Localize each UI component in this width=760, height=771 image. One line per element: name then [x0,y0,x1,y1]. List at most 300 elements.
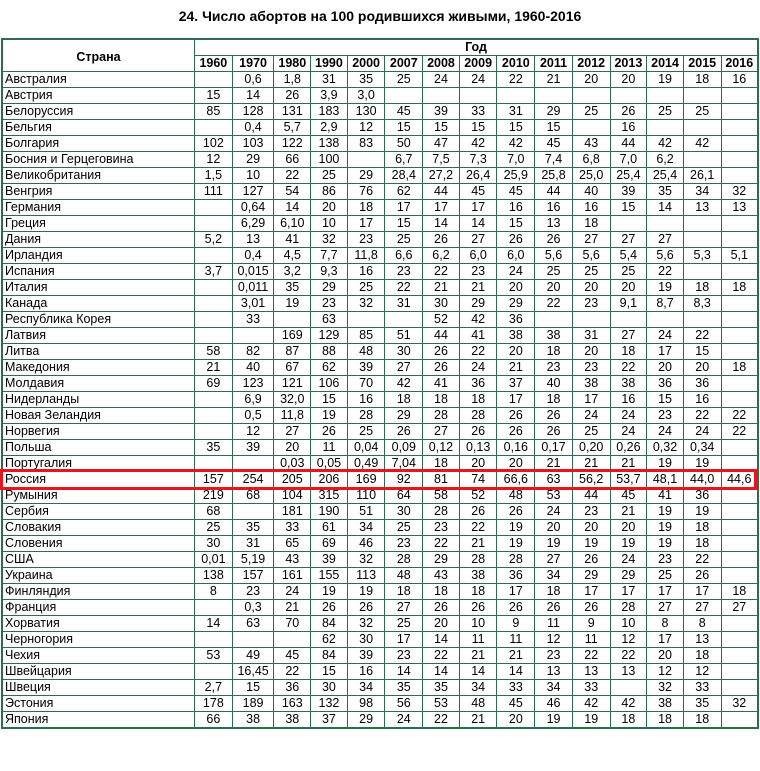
value-cell: 32 [721,696,758,712]
value-cell: 66 [195,712,233,729]
value-cell: 18 [683,712,721,729]
value-cell: 7,3 [459,152,497,168]
value-cell: 19 [647,504,684,520]
value-cell: 8 [683,616,721,632]
value-cell: 104 [274,488,311,504]
value-cell: 26 [497,600,535,616]
value-cell: 20 [572,344,610,360]
value-cell: 16 [535,200,573,216]
value-cell: 27 [721,600,758,616]
value-cell: 17 [572,392,610,408]
value-cell [721,504,758,520]
value-cell: 24 [647,424,684,440]
value-cell: 26 [385,424,423,440]
value-cell: 85 [195,104,233,120]
value-cell: 6,7 [385,152,423,168]
value-cell: 0,4 [232,248,274,264]
value-cell: 38 [610,376,647,392]
value-cell: 6,6 [385,248,423,264]
value-cell: 22 [423,648,460,664]
value-cell [535,312,573,328]
value-cell: 28 [423,504,460,520]
value-cell: 0,4 [232,120,274,136]
value-cell: 25 [385,520,423,536]
country-cell: Ирландия [2,248,195,264]
value-cell [347,152,385,168]
value-cell: 111 [195,184,233,200]
value-cell [721,232,758,248]
value-cell: 11 [497,632,535,648]
country-cell: Словения [2,536,195,552]
value-cell: 10 [311,216,348,232]
value-cell: 21 [274,600,311,616]
value-cell [497,88,535,104]
value-cell: 50 [385,136,423,152]
value-cell: 18 [683,536,721,552]
value-cell: 27 [683,600,721,616]
value-cell: 18 [423,392,460,408]
value-cell: 17 [610,584,647,600]
value-cell: 19 [497,520,535,536]
value-cell: 6,8 [572,152,610,168]
value-cell: 18 [683,280,721,296]
value-cell: 17 [647,584,684,600]
value-cell: 6,2 [647,152,684,168]
value-cell: 26 [274,88,311,104]
country-cell: Черногория [2,632,195,648]
value-cell: 36 [459,376,497,392]
value-cell: 35 [647,184,684,200]
value-cell [232,456,274,472]
value-cell: 34 [535,568,573,584]
table-row [2,120,758,136]
value-cell: 45 [497,184,535,200]
value-cell: 7,4 [535,152,573,168]
country-cell: Молдавия [2,376,195,392]
value-cell: 9 [572,616,610,632]
table-row [2,504,758,520]
value-cell: 22 [610,360,647,376]
value-cell: 87 [274,344,311,360]
value-cell [721,136,758,152]
value-cell: 219 [195,488,233,504]
value-cell [347,312,385,328]
value-cell: 157 [232,568,274,584]
value-cell: 22 [683,552,721,568]
country-cell: Венгрия [2,184,195,200]
value-cell: 27 [610,232,647,248]
table-row [2,568,758,584]
value-cell: 48,1 [647,472,684,488]
value-cell [195,120,233,136]
value-cell: 40 [535,376,573,392]
value-cell: 18 [423,456,460,472]
value-cell: 33 [683,680,721,696]
value-cell: 26 [459,424,497,440]
value-cell: 26 [572,552,610,568]
value-cell: 16 [497,200,535,216]
value-cell [647,312,684,328]
value-cell: 14 [647,200,684,216]
table-row [2,584,758,600]
table-row [2,424,758,440]
country-cell: Бельгия [2,120,195,136]
value-cell: 12 [535,632,573,648]
value-cell: 22 [423,536,460,552]
value-cell: 22 [385,280,423,296]
value-cell: 18 [459,392,497,408]
value-cell: 65 [274,536,311,552]
value-cell: 16 [683,392,721,408]
value-cell: 88 [311,344,348,360]
country-cell: Эстония [2,696,195,712]
value-cell: 35 [385,680,423,696]
table-row [2,296,758,312]
value-cell: 27 [385,600,423,616]
value-cell [195,664,233,680]
value-cell: 0,04 [347,440,385,456]
value-cell: 32 [721,184,758,200]
value-cell: 16 [572,200,610,216]
table-row [2,712,758,729]
table-row [2,696,758,712]
value-cell: 15 [535,120,573,136]
value-cell: 26 [683,568,721,584]
country-cell: Болгария [2,136,195,152]
value-cell: 15 [311,664,348,680]
value-cell: 63 [311,312,348,328]
value-cell: 31 [497,104,535,120]
value-cell [610,88,647,104]
value-cell: 58 [195,344,233,360]
country-cell: Нидерланды [2,392,195,408]
country-cell: Чехия [2,648,195,664]
country-cell: Новая Зеландия [2,408,195,424]
table-row [2,184,758,200]
value-cell: 132 [311,696,348,712]
value-cell: 20 [647,648,684,664]
value-cell [721,344,758,360]
value-cell: 24 [385,712,423,729]
value-cell: 67 [274,360,311,376]
value-cell: 16,45 [232,664,274,680]
value-cell: 32 [347,616,385,632]
value-cell: 23 [311,296,348,312]
country-cell: Сербия [2,504,195,520]
value-cell: 30 [347,632,385,648]
value-cell: 26 [423,360,460,376]
value-cell: 12 [347,120,385,136]
value-cell: 12 [647,664,684,680]
value-cell [683,264,721,280]
value-cell: 23 [459,264,497,280]
value-cell [721,664,758,680]
value-cell [721,376,758,392]
value-cell: 39 [610,184,647,200]
value-cell: 29 [497,296,535,312]
value-cell: 32 [311,232,348,248]
value-cell: 58 [423,488,460,504]
value-cell: 169 [274,328,311,344]
value-cell: 18 [647,712,684,729]
value-cell: 42 [385,376,423,392]
value-cell: 38 [274,712,311,729]
value-cell: 76 [347,184,385,200]
value-cell: 15 [610,200,647,216]
value-cell: 11,8 [274,408,311,424]
value-cell: 29 [610,568,647,584]
table-row [2,88,758,104]
value-cell: 18 [347,200,385,216]
value-cell: 13 [232,232,274,248]
table-row [2,168,758,184]
value-cell: 20 [497,456,535,472]
value-cell: 21 [497,360,535,376]
value-cell: 22 [497,72,535,88]
value-cell: 23 [423,520,460,536]
value-cell: 20 [572,280,610,296]
country-cell: Канада [2,296,195,312]
value-cell: 121 [274,376,311,392]
table-row [2,536,758,552]
value-cell: 183 [311,104,348,120]
value-cell: 20 [459,456,497,472]
country-cell: Португалия [2,456,195,472]
country-cell: Латвия [2,328,195,344]
value-cell: 24 [497,264,535,280]
value-cell: 31 [232,536,274,552]
value-cell: 23 [535,648,573,664]
value-cell: 92 [385,472,423,488]
value-cell: 0,26 [610,440,647,456]
table-row [2,264,758,280]
value-cell: 157 [195,472,233,488]
value-cell: 254 [232,472,274,488]
value-cell: 83 [347,136,385,152]
value-cell: 44 [572,488,610,504]
table-row [2,632,758,648]
value-cell [232,632,274,648]
value-cell: 3,2 [274,264,311,280]
table-row [2,392,758,408]
value-cell [683,312,721,328]
value-cell: 0,13 [459,440,497,456]
country-cell: Румыния [2,488,195,504]
table-row [2,136,758,152]
value-cell: 44 [535,184,573,200]
value-cell: 23 [535,360,573,376]
value-cell: 22 [274,664,311,680]
value-cell: 34 [459,680,497,696]
value-cell: 86 [311,184,348,200]
value-cell: 26 [572,600,610,616]
value-cell: 25 [311,168,348,184]
value-cell: 40 [572,184,610,200]
value-cell: 25,4 [647,168,684,184]
value-cell: 27 [423,424,460,440]
value-cell: 49 [232,648,274,664]
year-header-1960: 1960 [195,56,233,72]
country-cell: Германия [2,200,195,216]
value-cell [610,216,647,232]
value-cell: 45 [535,136,573,152]
value-cell: 48 [497,488,535,504]
value-cell: 102 [195,136,233,152]
value-cell [535,88,573,104]
value-cell: 16 [721,72,758,88]
value-cell: 27 [610,328,647,344]
value-cell: 25 [195,520,233,536]
value-cell: 13 [572,664,610,680]
value-cell: 7,0 [610,152,647,168]
year-header-1990: 1990 [311,56,348,72]
value-cell: 0,05 [311,456,348,472]
value-cell: 18 [535,584,573,600]
year-header-2000: 2000 [347,56,385,72]
value-cell: 18 [423,584,460,600]
value-cell: 16 [610,392,647,408]
value-cell [274,632,311,648]
country-cell: Австралия [2,72,195,88]
value-cell: 14 [459,216,497,232]
value-cell: 44 [610,136,647,152]
value-cell: 6,10 [274,216,311,232]
value-cell [721,520,758,536]
value-cell: 26 [610,104,647,120]
value-cell: 18 [459,584,497,600]
value-cell: 27 [274,424,311,440]
value-cell [572,312,610,328]
value-cell: 74 [459,472,497,488]
value-cell: 36 [497,568,535,584]
value-cell: 19 [647,520,684,536]
value-cell: 24 [683,424,721,440]
value-cell [195,600,233,616]
value-cell: 45 [610,488,647,504]
value-cell [721,488,758,504]
value-cell [647,120,684,136]
value-cell [721,440,758,456]
value-cell [721,616,758,632]
value-cell: 35 [195,440,233,456]
value-cell: 29 [423,552,460,568]
value-cell: 0,32 [647,440,684,456]
value-cell: 0,12 [423,440,460,456]
table-row [2,488,758,504]
value-cell: 19 [311,584,348,600]
value-cell: 35 [683,696,721,712]
table-row [2,344,758,360]
value-cell: 25 [647,104,684,120]
value-cell: 5,4 [610,248,647,264]
value-cell [195,456,233,472]
value-cell: 26 [497,504,535,520]
value-cell: 15 [195,88,233,104]
value-cell: 30 [385,504,423,520]
value-cell [721,168,758,184]
value-cell: 25,4 [610,168,647,184]
table-row [2,248,758,264]
value-cell [195,296,233,312]
value-cell: 19 [347,584,385,600]
value-cell: 21 [195,360,233,376]
value-cell [721,648,758,664]
value-cell: 5,6 [647,248,684,264]
value-cell: 36 [647,376,684,392]
value-cell: 31 [572,328,610,344]
value-cell: 24 [274,584,311,600]
value-cell: 42 [459,136,497,152]
value-cell: 19 [572,712,610,729]
value-cell [721,88,758,104]
year-header-1970: 1970 [232,56,274,72]
value-cell: 20 [572,72,610,88]
value-cell: 8,7 [647,296,684,312]
value-cell: 161 [274,568,311,584]
value-cell: 70 [274,616,311,632]
value-cell: 13 [610,664,647,680]
value-cell: 15 [385,120,423,136]
value-cell: 38 [232,712,274,729]
value-cell: 28 [459,408,497,424]
value-cell: 62 [311,632,348,648]
value-cell: 25 [647,568,684,584]
value-cell: 20 [610,72,647,88]
value-cell: 12 [195,152,233,168]
value-cell: 33 [274,520,311,536]
value-cell: 17 [572,584,610,600]
table-row [2,232,758,248]
value-cell: 81 [423,472,460,488]
country-cell: Швейцария [2,664,195,680]
value-cell [683,120,721,136]
value-cell: 7,04 [385,456,423,472]
value-cell: 17 [423,200,460,216]
value-cell: 5,1 [721,248,758,264]
value-cell: 123 [232,376,274,392]
value-cell [572,120,610,136]
value-cell: 24 [572,408,610,424]
value-cell: 31 [311,72,348,88]
value-cell: 15 [683,344,721,360]
value-cell: 15 [497,120,535,136]
value-cell: 0,3 [232,600,274,616]
value-cell: 31 [385,296,423,312]
value-cell: 0,16 [497,440,535,456]
value-cell: 24 [459,72,497,88]
value-cell: 29 [572,568,610,584]
value-cell: 38 [572,376,610,392]
value-cell: 28 [459,552,497,568]
value-cell: 25 [385,616,423,632]
country-cell: США [2,552,195,568]
value-cell: 163 [274,696,311,712]
value-cell: 25 [610,264,647,280]
value-cell: 41 [647,488,684,504]
value-cell: 10 [459,616,497,632]
value-cell: 35 [423,680,460,696]
value-cell: 20 [497,280,535,296]
year-header-2011: 2011 [535,56,573,72]
value-cell: 14 [195,616,233,632]
value-cell: 29 [459,296,497,312]
country-cell: Босния и Герцеговина [2,152,195,168]
value-cell: 15 [647,392,684,408]
value-cell: 38 [535,328,573,344]
table-row [2,520,758,536]
value-cell: 46 [535,696,573,712]
value-cell: 3,01 [232,296,274,312]
